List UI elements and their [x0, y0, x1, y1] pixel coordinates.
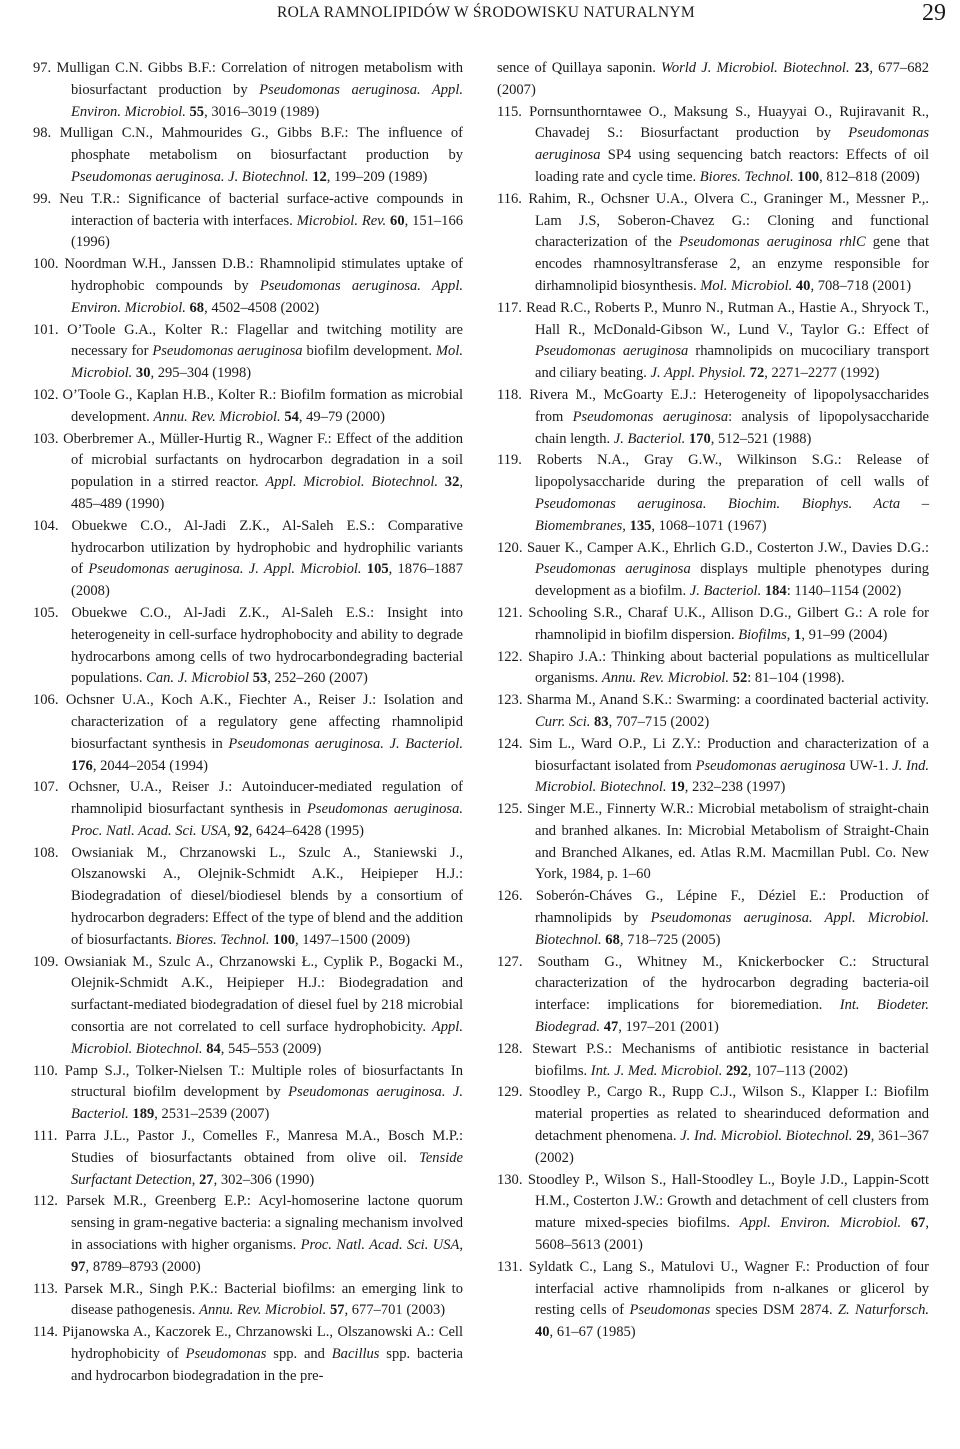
- reference-text: , 151–166 (1996): [71, 212, 464, 251]
- reference-entry: [497, 734, 929, 799]
- italic-text: Pseudomonas aeruginosa: [695, 757, 846, 774]
- reference-text: rhamnolipids on mucociliary transport and ciliary beating.: [535, 343, 929, 382]
- reference-text: , 677–682 (2007): [497, 60, 930, 98]
- reference-entry: [33, 1322, 463, 1387]
- italic-text: J. Ind. Microbiol. Biotechnol.: [680, 1128, 853, 1145]
- volume-number: 67: [910, 1215, 926, 1232]
- italic-text: Biores. Technol.: [175, 931, 270, 948]
- reference-text: species DSM 2874.: [710, 1302, 838, 1319]
- reference-entry: [497, 538, 929, 603]
- italic-text: Int. J. Med. Microbiol.: [590, 1062, 723, 1079]
- reference-text: ,: [459, 1237, 464, 1254]
- reference-entry: [497, 603, 929, 647]
- reference-text: , 2271–2277 (1992): [764, 365, 880, 382]
- italic-text: J. Appl. Physiol.: [650, 365, 747, 382]
- reference-entry: [33, 254, 463, 319]
- volume-number: 292: [725, 1062, 748, 1079]
- reference-entry: [33, 385, 463, 429]
- reference-text: 120. Sauer K., Camper A.K., Ehrlich G.D., Costerton J.W., Davies D.G.:: [497, 539, 929, 556]
- reference-text: 105. Obuekwe C.O., Al-Jadi Z.K., Al-Saleh E.S.: Insight into heterogeneity in cell-surface hydrophobocity and ability to degrade hydrocarbons among cells of two hydrocarbondegrading bacterial populations.: [33, 604, 463, 687]
- italic-text: Annu. Rev. Microbiol.: [153, 408, 281, 425]
- reference-entry: [497, 647, 929, 691]
- reference-text: , 1876–1887 (2008): [71, 561, 463, 600]
- reference-entry: [497, 1257, 929, 1344]
- reference-text: , 232–238 (1997): [684, 779, 786, 796]
- reference-text: 123. Sharma M., Anand S.K.: Swarming: a coordinated bacterial activity.: [497, 692, 929, 709]
- reference-text: 129. Stoodley P., Cargo R., Rupp C.J., Wilson S., Klapper I.: Biofilm material properties as related to shearinduced deformation and detachment phenomena.: [497, 1084, 929, 1145]
- italic-text: Pseudomonas aeruginosa. Appl. Environ. Microbiol.: [71, 81, 464, 120]
- reference-text: 117. Read R.C., Roberts P., Munro N., Rutman A., Hastie A., Shryock T., Hall R., McDonald-Gibson W., Lund V., Taylor G.: Effect of: [497, 299, 929, 338]
- italic-text: Pseudomonas aeruginosa. J. Appl. Microbiol.: [88, 561, 362, 578]
- reference-text: , 6424–6428 (1995): [248, 822, 364, 839]
- reference-text: 111. Parra J.L., Pastor J., Comelles F., Manresa M.A., Bosch M.P.: Studies of biosurfactants obtained from olive oil.: [33, 1128, 463, 1166]
- volume-number: 184: [764, 583, 787, 600]
- volume-number: 100: [273, 931, 295, 948]
- italic-text: J. Bacteriol.: [689, 583, 762, 600]
- reference-entry: [497, 886, 929, 951]
- reference-column-left: [33, 58, 463, 1388]
- reference-text: , 302–306 (1990): [213, 1171, 315, 1188]
- italic-text: Biores. Technol.: [699, 168, 794, 185]
- italic-text: Pseudomonas aeruginosa. Appl. Environ. Microbiol.: [71, 277, 464, 316]
- volume-number: 176: [71, 757, 93, 774]
- reference-text: 108. Owsianiak M., Chrzanowski L., Szulc A., Staniewski J., Olszanowski A., Olejnik-Schmidt A.K., Heipieper H.J.: Biodegradation of diesel/biodiesel blends by a consortium of hydrocarbon degraders: Effect of the type of blend and the addition of biosurfactants.: [33, 844, 463, 948]
- reference-entry: [497, 1039, 929, 1083]
- reference-entry: [33, 1126, 463, 1191]
- volume-number: 57: [329, 1302, 345, 1319]
- reference-text: gene that encodes rhamnosyltransferase 2, an enzyme responsible for dirhamnolipid biosynthesis.: [535, 234, 930, 294]
- italic-text: Pseudomonas aeruginosa: [535, 561, 691, 578]
- reference-entry: [497, 450, 929, 537]
- italic-text: Microbiol. Rev.: [296, 212, 387, 229]
- reference-text: , 707–715 (2002): [608, 713, 710, 730]
- volume-number: 60: [390, 212, 405, 229]
- reference-text: , 3016–3019 (1989): [204, 103, 320, 120]
- reference-text: spp. bacteria and hydrocarbon biodegradation in the pre-: [71, 1346, 464, 1384]
- reference-text: 110. Pamp S.J., Tolker-Nielsen T.: Multiple roles of biosurfactants In structural biofilm development by: [33, 1062, 463, 1101]
- reference-entry: [497, 1170, 929, 1257]
- reference-entry: [497, 298, 929, 385]
- reference-entry: [497, 799, 929, 886]
- reference-text: ,: [622, 517, 630, 534]
- volume-number: 135: [629, 517, 652, 534]
- reference-entry: [497, 690, 929, 734]
- reference-text: , 199–209 (1989): [326, 168, 428, 185]
- italic-text: J. Ind. Microbiol. Biotechnol.: [535, 757, 929, 796]
- italic-text: Pseudomonas aeruginosa. J. Bacteriol.: [71, 1084, 463, 1123]
- reference-text: 106. Ochsner U.A., Koch A.K., Fiechter A., Reiser J.: Isolation and characterization of a regulatory gene affecting rhamnolipid biosurfactant synthesis in: [33, 692, 463, 752]
- italic-text: Pseudomonas: [185, 1346, 267, 1363]
- reference-text: 112. Parsek M.R., Greenberg E.P.: Acyl-homoserine lactone quorum sensing in gram-negative bacteria: a signaling mechanism involved in associations with higher organisms.: [33, 1193, 463, 1254]
- page-header: [0, 0, 960, 40]
- reference-entry: [33, 843, 463, 952]
- italic-text: Pseudomonas: [629, 1302, 711, 1319]
- volume-number: 97: [71, 1258, 86, 1275]
- reference-column-right: [497, 58, 929, 1344]
- reference-text: 130. Stoodley P., Wilson S., Hall-Stoodley L., Boyle J.D., Lappin-Scott H.M., Costerton J.W.: Growth and detachment of cell clusters from mature mixed-species biofilms.: [497, 1171, 929, 1232]
- reference-text: 115. Pornsunthorntawee O., Maksung S., Huayyai O., Rujiravanit R., Chavadej S.: Biosurfactant production by: [497, 103, 929, 142]
- volume-number: 68: [189, 299, 205, 316]
- reference-text: displays multiple phenotypes during development as a biofilm.: [535, 561, 929, 600]
- reference-text: , 485–489 (1990): [71, 474, 463, 512]
- reference-text: 127. Southam G., Whitney M., Knickerbocker C.: Structural characterization of the hydrocarbon degrading bacteria-oil interface: implications for bioremediation.: [497, 953, 929, 1014]
- reference-text: spp. and: [266, 1346, 332, 1363]
- italic-text: Annu. Rev. Microbiol.: [601, 670, 730, 687]
- reference-text: ,: [191, 1171, 200, 1188]
- volume-number: 83: [594, 713, 609, 730]
- reference-text: 98. Mulligan C.N., Mahmourides G., Gibbs B.F.: The influence of phosphate metabolism on biosurfactant production by: [33, 125, 463, 164]
- italic-text: Pseudomonas aeruginosa. Appl. Microbiol. Biotechnol.: [535, 910, 929, 948]
- italic-text: Annu. Rev. Microbiol.: [199, 1302, 327, 1319]
- volume-number: 170: [688, 430, 711, 447]
- reference-text: : analysis of lipopolysaccharide chain length.: [535, 408, 929, 447]
- italic-text: Pseudomonas aeruginosa. J. Biotechnol.: [71, 168, 309, 185]
- reference-entry: [33, 320, 463, 385]
- italic-text: Int. Biodeter. Biodegrad.: [535, 997, 929, 1036]
- italic-text: J. Bacteriol.: [613, 430, 686, 447]
- reference-text: 118. Rivera M., McGoarty E.J.: Heterogeneity of lipopolysaccharides from: [497, 386, 929, 425]
- italic-text: Curr. Sci.: [535, 713, 591, 730]
- reference-text: , 512–521 (1988): [710, 430, 812, 447]
- reference-text: , 252–260 (2007): [267, 670, 368, 687]
- reference-text: 131. Syldatk C., Lang S., Matulovi U., Wagner F.: Production of four interfacial active rhamnolipids from n-alkanes or glicerol by resting cells of: [497, 1258, 929, 1319]
- volume-number: 40: [795, 277, 811, 294]
- reference-text: SP4 using sequencing batch reactors: Effects of oil loading rate and cycle time.: [535, 147, 929, 185]
- reference-text: 103. Oberbremer A., Müller-Hurtig R., Wagner F.: Effect of the addition of microbial surfactants on hydrocarbon degradation in a soil population in a stirred reactor.: [33, 430, 463, 491]
- volume-number: 189: [132, 1106, 155, 1123]
- reference-entry: [33, 952, 463, 1061]
- reference-text: [901, 1215, 911, 1231]
- volume-number: 68: [605, 931, 620, 948]
- reference-text: UW-1.: [845, 757, 893, 774]
- reference-entry: [33, 1061, 463, 1126]
- italic-text: Pseudomonas aeruginosa. J. Bacteriol.: [228, 735, 463, 752]
- reference-entry: [497, 385, 929, 450]
- reference-text: , 197–201 (2001): [618, 1019, 719, 1036]
- italic-text: World J. Microbiol. Biotechnol.: [661, 60, 850, 76]
- reference-text: 97. Mulligan C.N. Gibbs B.F.: Correlation of nitrogen metabolism with biosurfactant production by: [33, 60, 463, 98]
- reference-text: ,: [226, 822, 235, 839]
- reference-text: 122. Shapiro J.A.: Thinking about bacterial populations as multicellular organisms.: [497, 648, 929, 687]
- volume-number: 55: [189, 103, 205, 120]
- reference-text: , 49–79 (2000): [298, 408, 385, 425]
- reference-text: , 4502–4508 (2002): [204, 299, 320, 316]
- reference-entry: [497, 58, 929, 102]
- reference-text: , 718–725 (2005): [619, 931, 721, 948]
- volume-number: 29: [856, 1128, 871, 1145]
- volume-number: 53: [252, 670, 268, 687]
- reference-text: , 1497–1500 (2009): [295, 931, 411, 948]
- reference-text: : 81–104 (1998).: [747, 670, 845, 687]
- reference-text: , 361–367 (2002): [535, 1128, 930, 1166]
- italic-text: Pseudomonas aeruginosa: [535, 125, 929, 164]
- reference-text: 116. Rahim, R., Ochsner U.A., Olvera C., Graninger M., Messner P.,. Lam J.S, Soberon-Chavez G.: Cloning and functional characterization of the: [497, 190, 929, 251]
- italic-text: Appl. Microbiol. Biotechnol.: [265, 474, 438, 491]
- italic-text: Biofilms: [738, 626, 787, 643]
- reference-entry: [497, 1082, 929, 1169]
- reference-entry: [33, 123, 463, 188]
- reference-text: , 107–113 (2002): [747, 1062, 848, 1079]
- reference-text: 99. Neu T.R.: Significance of bacterial surface-active compounds in interaction of bacteria with interfaces.: [33, 190, 463, 229]
- reference-text: 121. Schooling S.R., Charaf U.K., Allison D.G., Gilbert G.: A role for rhamnolipid in biofilm dispersion.: [497, 604, 929, 643]
- volume-number: 19: [670, 779, 685, 796]
- italic-text: Appl. Environ. Microbiol.: [739, 1215, 902, 1232]
- volume-number: 54: [284, 408, 299, 425]
- reference-text: 109. Owsianiak M., Szulc A., Chrzanowski Ł., Cyplik P., Bogacki M., Olejnik-Schmidt A.K., Heipieper H.J.: Biodegradation and surfactant-mediated biodegradation of diesel fuel by 218 microbial consortia are not correlated to cell surface hydrophobicity.: [33, 953, 463, 1036]
- reference-text: , 708–718 (2001): [810, 277, 912, 294]
- reference-text: , 1068–1071 (1967): [651, 517, 767, 534]
- reference-text: 126. Soberón-Cháves G., Lépine F., Déziel E.: Production of rhamnolipids by: [497, 888, 929, 927]
- volume-number: 105: [366, 561, 389, 578]
- volume-number: 30: [135, 365, 151, 382]
- volume-number: 40: [535, 1324, 550, 1341]
- reference-text: : 1140–1154 (2002): [786, 583, 902, 600]
- volume-number: 100: [797, 168, 820, 185]
- reference-entry: [33, 1191, 463, 1278]
- reference-text: 124. Sim L., Ward O.P., Li Z.Y.: Production and characterization of a biosurfactant isolated from: [497, 735, 929, 774]
- reference-entry: [33, 777, 463, 842]
- italic-text: Mol. Microbiol.: [71, 343, 463, 382]
- reference-text: , 545–553 (2009): [220, 1040, 322, 1057]
- page-number: 29: [922, 0, 946, 26]
- volume-number: 32: [444, 474, 460, 491]
- volume-number: 47: [603, 1019, 619, 1036]
- italic-text: Pseudomonas aeruginosa rhlC: [678, 234, 866, 251]
- reference-entry: [33, 189, 463, 254]
- reference-text: , 295–304 (1998): [150, 365, 252, 382]
- reference-text: 104. Obuekwe C.O., Al-Jadi Z.K., Al-Saleh E.S.: Comparative hydrocarbon utilization by hydrophobic and hydrophilic variants of: [33, 517, 463, 578]
- volume-number: 1: [794, 626, 802, 643]
- reference-entry: [497, 189, 929, 298]
- reference-text: , 91–99 (2004): [801, 626, 888, 643]
- reference-entry: [33, 516, 463, 603]
- reference-text: 100. Noordman W.H., Janssen D.B.: Rhamnolipid stimulates uptake of hydrophobic compounds by: [33, 256, 463, 294]
- reference-text: , 2531–2539 (2007): [154, 1106, 270, 1123]
- reference-entry: [33, 690, 463, 777]
- italic-text: Z. Naturforsch.: [837, 1302, 929, 1319]
- reference-text: 119. Roberts N.A., Gray G.W., Wilkinson S.G.: Release of lipopolysaccharide during the preparation of cell walls of: [497, 452, 929, 491]
- reference-text: 107. Ochsner, U.A., Reiser J.: Autoinducer-mediated regulation of rhamnolipid biosurfactant synthesis in: [33, 779, 463, 818]
- reference-text: 125. Singer M.E., Finnerty W.R.: Microbial metabolism of straight-chain and branhed alkanes. In: Microbial Metabolism of Straight-Chain and Branched Alkanes, ed. Atlas R.M. Macmillan Publ. Co. New York, 1984, p. 1–60: [497, 801, 929, 883]
- reference-entry: [497, 952, 929, 1039]
- italic-text: Can. J. Microbiol: [146, 670, 250, 687]
- reference-text: biofilm development.: [302, 343, 436, 360]
- reference-text: 102. O’Toole G., Kaplan H.B., Kolter R.: Biofilm formation as microbial development.: [33, 386, 463, 425]
- reference-entry: [33, 1279, 463, 1323]
- volume-number: 27: [199, 1171, 214, 1188]
- volume-number: 23: [854, 60, 870, 76]
- volume-number: 92: [234, 822, 249, 839]
- reference-text: [438, 474, 445, 490]
- reference-entry: [33, 58, 463, 123]
- reference-entry: [33, 429, 463, 516]
- reference-text: , 5608–5613 (2001): [535, 1215, 929, 1254]
- italic-text: Pseudomonas aeruginosa: [535, 343, 689, 360]
- italic-text: Pseudomonas aeruginosa: [572, 408, 729, 425]
- reference-text: sence of Quillaya saponin.: [497, 60, 662, 76]
- italic-text: Pseudomonas aeruginosa. Proc. Natl. Acad. Sci. USA: [71, 801, 463, 839]
- italic-text: Bacillus: [331, 1346, 380, 1363]
- italic-text: Appl. Microbiol. Biotechnol.: [71, 1019, 463, 1057]
- reference-text: , 677–701 (2003): [344, 1302, 446, 1319]
- reference-text: 128. Stewart P.S.: Mechanisms of antibiotic resistance in bacterial biofilms.: [497, 1040, 929, 1079]
- reference-text: , 2044–2054 (1994): [92, 757, 208, 774]
- reference-text: 113. Parsek M.R., Singh P.K.: Bacterial biofilms: an emerging link to disease pathogenesis.: [33, 1280, 463, 1319]
- italic-text: Tenside Surfactant Detection: [71, 1149, 463, 1188]
- volume-number: 12: [312, 168, 327, 185]
- volume-number: 52: [732, 670, 748, 687]
- italic-text: Mol. Microbiol.: [700, 277, 793, 294]
- reference-text: 114. Pijanowska A., Kaczorek E., Chrzanowski L., Olszanowski A.: Cell hydrophobicity of: [33, 1324, 463, 1363]
- volume-number: 72: [749, 365, 765, 382]
- reference-entry: [497, 102, 929, 189]
- italic-text: Pseudomonas aeruginosa: [152, 343, 303, 360]
- reference-text: , 61–67 (1985): [549, 1324, 636, 1341]
- reference-text: ,: [786, 626, 795, 643]
- reference-text: , 8789–8793 (2000): [85, 1258, 201, 1275]
- italic-text: Proc. Natl. Acad. Sci. USA: [300, 1237, 460, 1254]
- italic-text: Pseudomonas aeruginosa. Biochim. Biophys. Acta – Biomembranes: [535, 495, 929, 534]
- reference-entry: [33, 603, 463, 690]
- reference-text: 101. O’Toole G.A., Kolter R.: Flagellar and twitching motility are necessary for: [33, 321, 463, 360]
- running-title: ROLA RAMNOLIPIDÓW W ŚRODOWISKU NATURALNYM: [277, 4, 695, 21]
- volume-number: 84: [206, 1040, 221, 1057]
- reference-text: , 812–818 (2009): [819, 168, 920, 185]
